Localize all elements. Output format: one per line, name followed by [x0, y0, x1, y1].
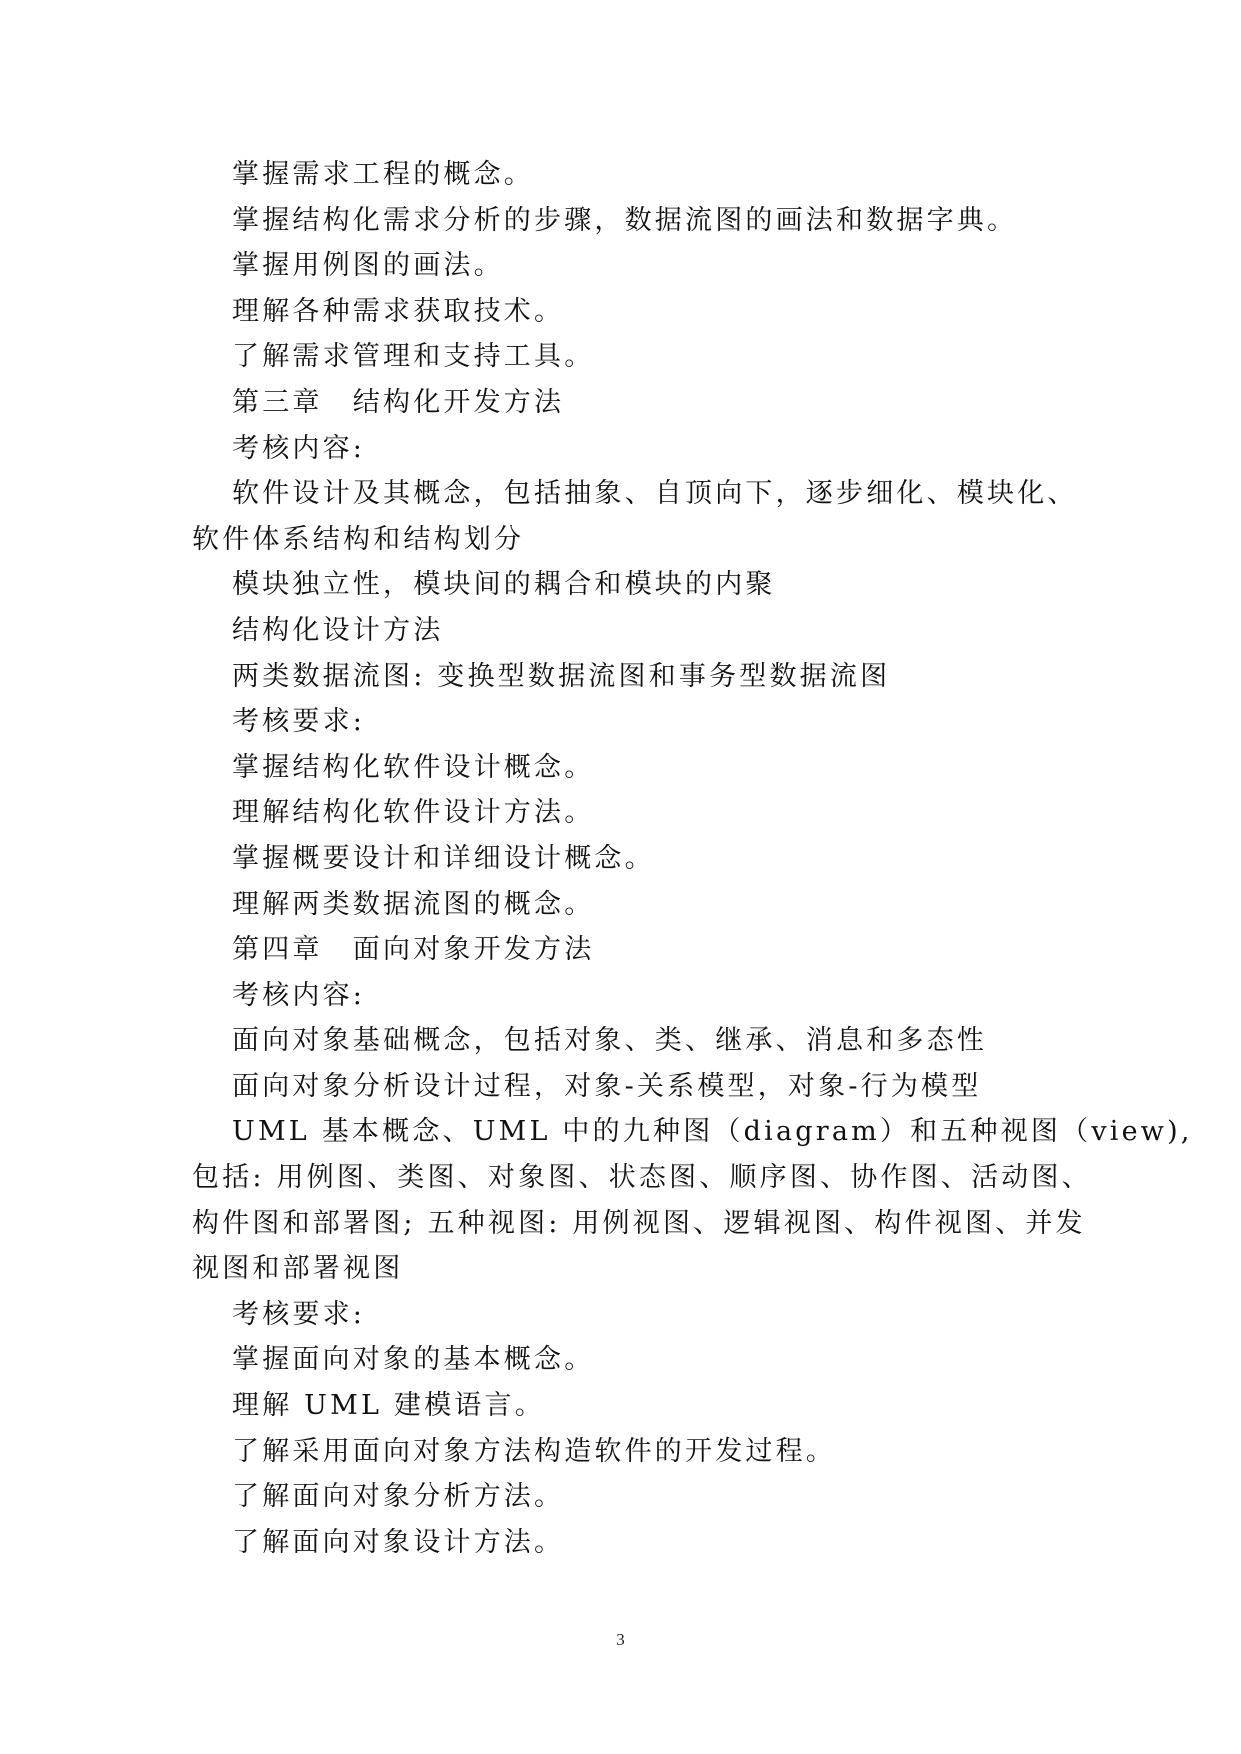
text-line: 模块独立性，模块间的耦合和模块的内聚 — [232, 569, 776, 601]
text-line: 了解需求管理和支持工具。 — [232, 341, 595, 373]
text-line: 掌握用例图的画法。 — [232, 250, 504, 282]
text-line: 结构化设计方法 — [232, 614, 444, 646]
text-line: 掌握需求工程的概念。 — [232, 159, 534, 190]
text-line: 考核要求: — [232, 1298, 366, 1330]
text-line: 掌握面向对象的基本概念。 — [232, 1344, 595, 1376]
text-line: 了解面向对象设计方法。 — [232, 1526, 565, 1558]
text-line: 理解结构化软件设计方法。 — [232, 797, 595, 829]
text-line: 考核内容: — [232, 979, 366, 1011]
text-line: 软件设计及其概念，包括抽象、自顶向下，逐步细化、模块化、 — [232, 478, 1078, 510]
text-line: 掌握概要设计和详细设计概念。 — [232, 842, 655, 874]
text-line: 考核内容: — [232, 432, 366, 464]
text-line: 掌握结构化软件设计概念。 — [232, 751, 595, 783]
text-line: 软件体系结构和结构划分 — [192, 523, 525, 555]
document-body — [192, 152, 1193, 1565]
text-line: 第三章 结构化开发方法 — [232, 386, 565, 418]
text-line: 视图和部署视图 — [192, 1253, 404, 1285]
text-line: 理解两类数据流图的概念。 — [232, 888, 595, 920]
page-number: 3 — [616, 1630, 625, 1649]
text-line: 理解各种需求获取技术。 — [232, 295, 565, 327]
text-line: 两类数据流图: 变换型数据流图和事务型数据流图 — [232, 660, 891, 692]
text-line: 面向对象基础概念，包括对象、类、继承、消息和多态性 — [232, 1025, 987, 1057]
text-line: 考核要求: — [232, 706, 366, 738]
text-line: 第四章 面向对象开发方法 — [232, 934, 595, 966]
text-line: 了解采用面向对象方法构造软件的开发过程。 — [232, 1435, 836, 1467]
text-line: 理解 UML 建模语言。 — [232, 1390, 545, 1422]
text-line: 构件图和部署图; 五种视图: 用例视图、逻辑视图、构件视图、并发 — [192, 1207, 1086, 1239]
text-line: UML 基本概念、UML 中的九种图（diagram）和五种视图（view), — [232, 1116, 1193, 1148]
text-line: 掌握结构化需求分析的步骤，数据流图的画法和数据字典。 — [232, 204, 1018, 236]
text-line: 包括: 用例图、类图、对象图、状态图、顺序图、协作图、活动图、 — [192, 1162, 1092, 1194]
text-line: 了解面向对象分析方法。 — [232, 1481, 565, 1513]
text-line: 面向对象分析设计过程，对象-关系模型，对象-行为模型 — [232, 1070, 982, 1102]
